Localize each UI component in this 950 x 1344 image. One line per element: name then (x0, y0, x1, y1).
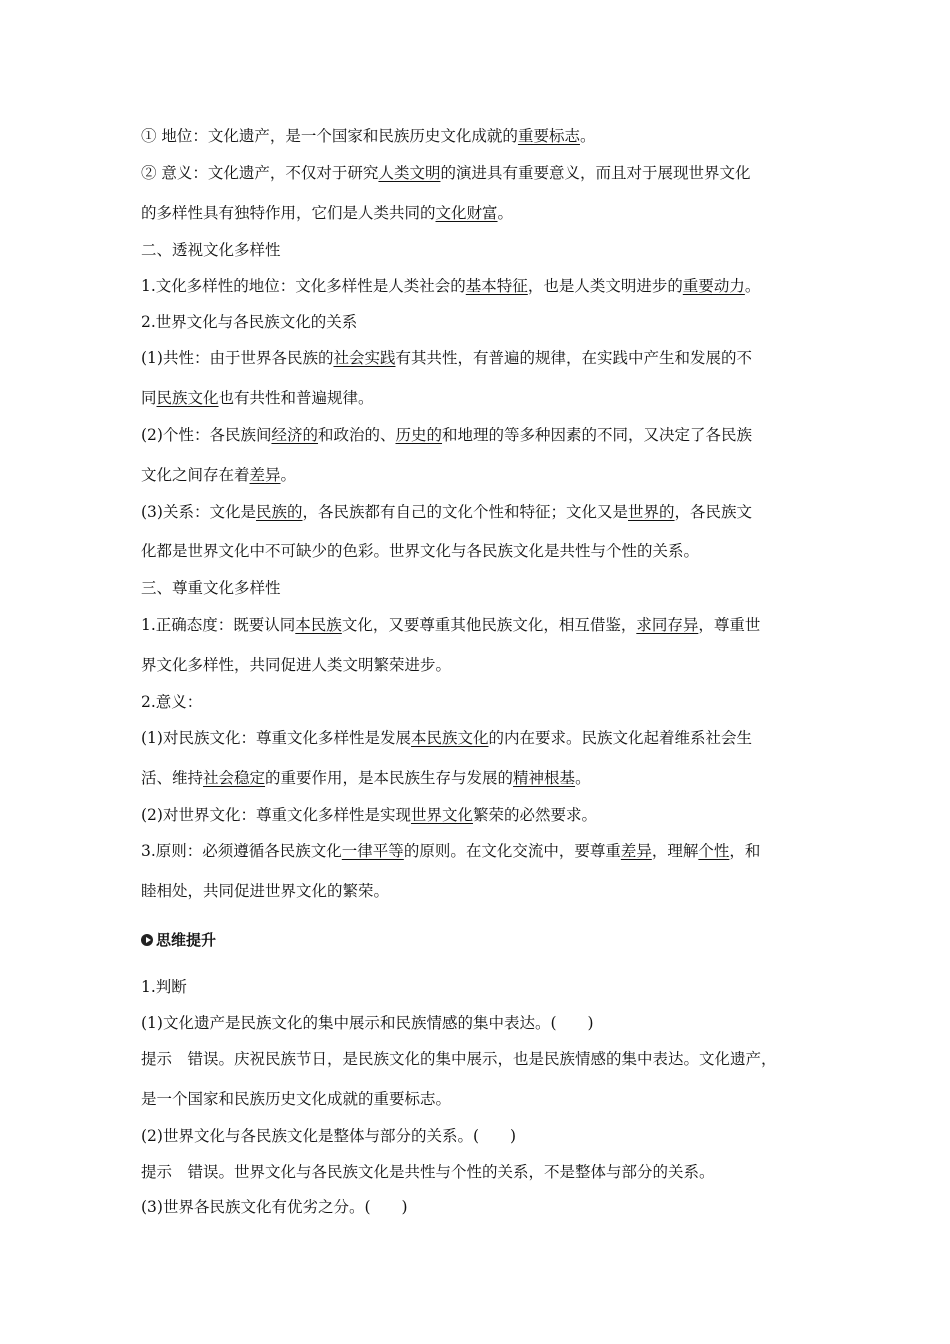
question-line: (3)世界各民族文化有优劣之分。( ) (141, 1198, 408, 1216)
key-term: 经济的 (271, 426, 318, 444)
key-term: 精神根基 (513, 769, 576, 787)
text-line: 1.文化多样性的地位：文化多样性是人类社会的基本特征，也是人类文明进步的重要动力。 (141, 277, 761, 295)
text-line: 3.原则：必须遵循各民族文化一律平等的原则。在文化交流中，要尊重差异，理解个性，和 (141, 842, 761, 860)
key-term: 社会实践 (333, 349, 396, 367)
text-line: 化都是世界文化中不可缺少的色彩。世界文化与各民族文化是共性与个性的关系。 (141, 542, 700, 560)
key-term: 文化财富 (435, 204, 498, 222)
key-term: 世界的 (628, 503, 675, 521)
play-circle-icon (141, 934, 153, 946)
key-term: 一律平等 (341, 842, 404, 860)
text-line: 2.意义： (141, 693, 203, 711)
section-title: 思维提升 (141, 930, 821, 950)
hint-line: 是一个国家和民族历史文化成就的重要标志。 (141, 1090, 452, 1108)
key-term: 基本特征 (465, 277, 528, 295)
text-line: 1.判断 (141, 978, 187, 996)
key-term: 差异 (620, 842, 652, 860)
key-term: 人类文明 (378, 164, 441, 182)
text-line: (2)对世界文化：尊重文化多样性是实现世界文化繁荣的必然要求。 (141, 806, 597, 824)
text-line: (1)共性：由于世界各民族的社会实践有其共性，有普遍的规律，在实践中产生和发展的不 (141, 349, 752, 367)
text-line: 同民族文化也有共性和普遍规律。 (141, 389, 374, 407)
key-term: 个性 (698, 842, 730, 860)
text-line: (3)关系：文化是民族的，各民族都有自己的文化个性和特征；文化又是世界的，各民族文 (141, 503, 753, 521)
key-term: 重要标志 (517, 127, 580, 145)
key-term: 本民族文化 (410, 729, 489, 747)
text-line: 界文化多样性，共同促进人类文明繁荣进步。 (141, 656, 452, 674)
text-line: 的多样性具有独特作用，它们是人类共同的文化财富。 (141, 204, 514, 222)
key-term: 民族的 (255, 503, 303, 521)
text-line: 活、维持社会稳定的重要作用，是本民族生存与发展的精神根基。 (141, 769, 591, 787)
text-line: 文化之间存在着差异。 (141, 466, 297, 484)
text-line: 2.世界文化与各民族文化的关系 (141, 313, 358, 331)
section-heading: 三、尊重文化多样性 (141, 579, 281, 597)
hint-line: 提示 错误。庆祝民族节日，是民族文化的集中展示，也是民族情感的集中表达。文化遗产， (141, 1050, 777, 1068)
text-line: (2)个性：各民族间经济的和政治的、历史的和地理的等多种因素的不同，又决定了各民族 (141, 426, 753, 444)
text-line: ② 意义：文化遗产，不仅对于研究人类文明的演进具有重要意义，而且对于展现世界文化 (141, 164, 751, 182)
key-term: 世界文化 (410, 806, 473, 824)
key-term: 重要动力 (682, 277, 745, 295)
hint-line: 提示 错误。世界文化与各民族文化是共性与个性的关系，不是整体与部分的关系。 (141, 1163, 715, 1181)
key-term: 本民族 (295, 616, 342, 634)
text-line: (1)对民族文化：尊重文化多样性是发展本民族文化的内在要求。民族文化起着维系社会生 (141, 729, 752, 747)
key-term: 民族文化 (156, 389, 219, 407)
section-heading: 二、透视文化多样性 (141, 241, 281, 259)
text-line: 睦相处，共同促进世界文化的繁荣。 (141, 882, 390, 900)
question-line: (1)文化遗产是民族文化的集中展示和民族情感的集中表达。( ) (141, 1014, 594, 1032)
key-term: 社会稳定 (203, 769, 266, 787)
question-line: (2)世界文化与各民族文化是整体与部分的关系。( ) (141, 1127, 517, 1145)
text-line: ① 地位：文化遗产，是一个国家和民族历史文化成就的重要标志。 (141, 127, 596, 145)
key-term: 求同存异 (636, 616, 699, 634)
key-term: 历史的 (395, 426, 443, 444)
key-term: 差异 (249, 466, 281, 484)
text-line: 1.正确态度：既要认同本民族文化，又要尊重其他民族文化，相互借鉴，求同存异，尊重世 (141, 616, 761, 634)
